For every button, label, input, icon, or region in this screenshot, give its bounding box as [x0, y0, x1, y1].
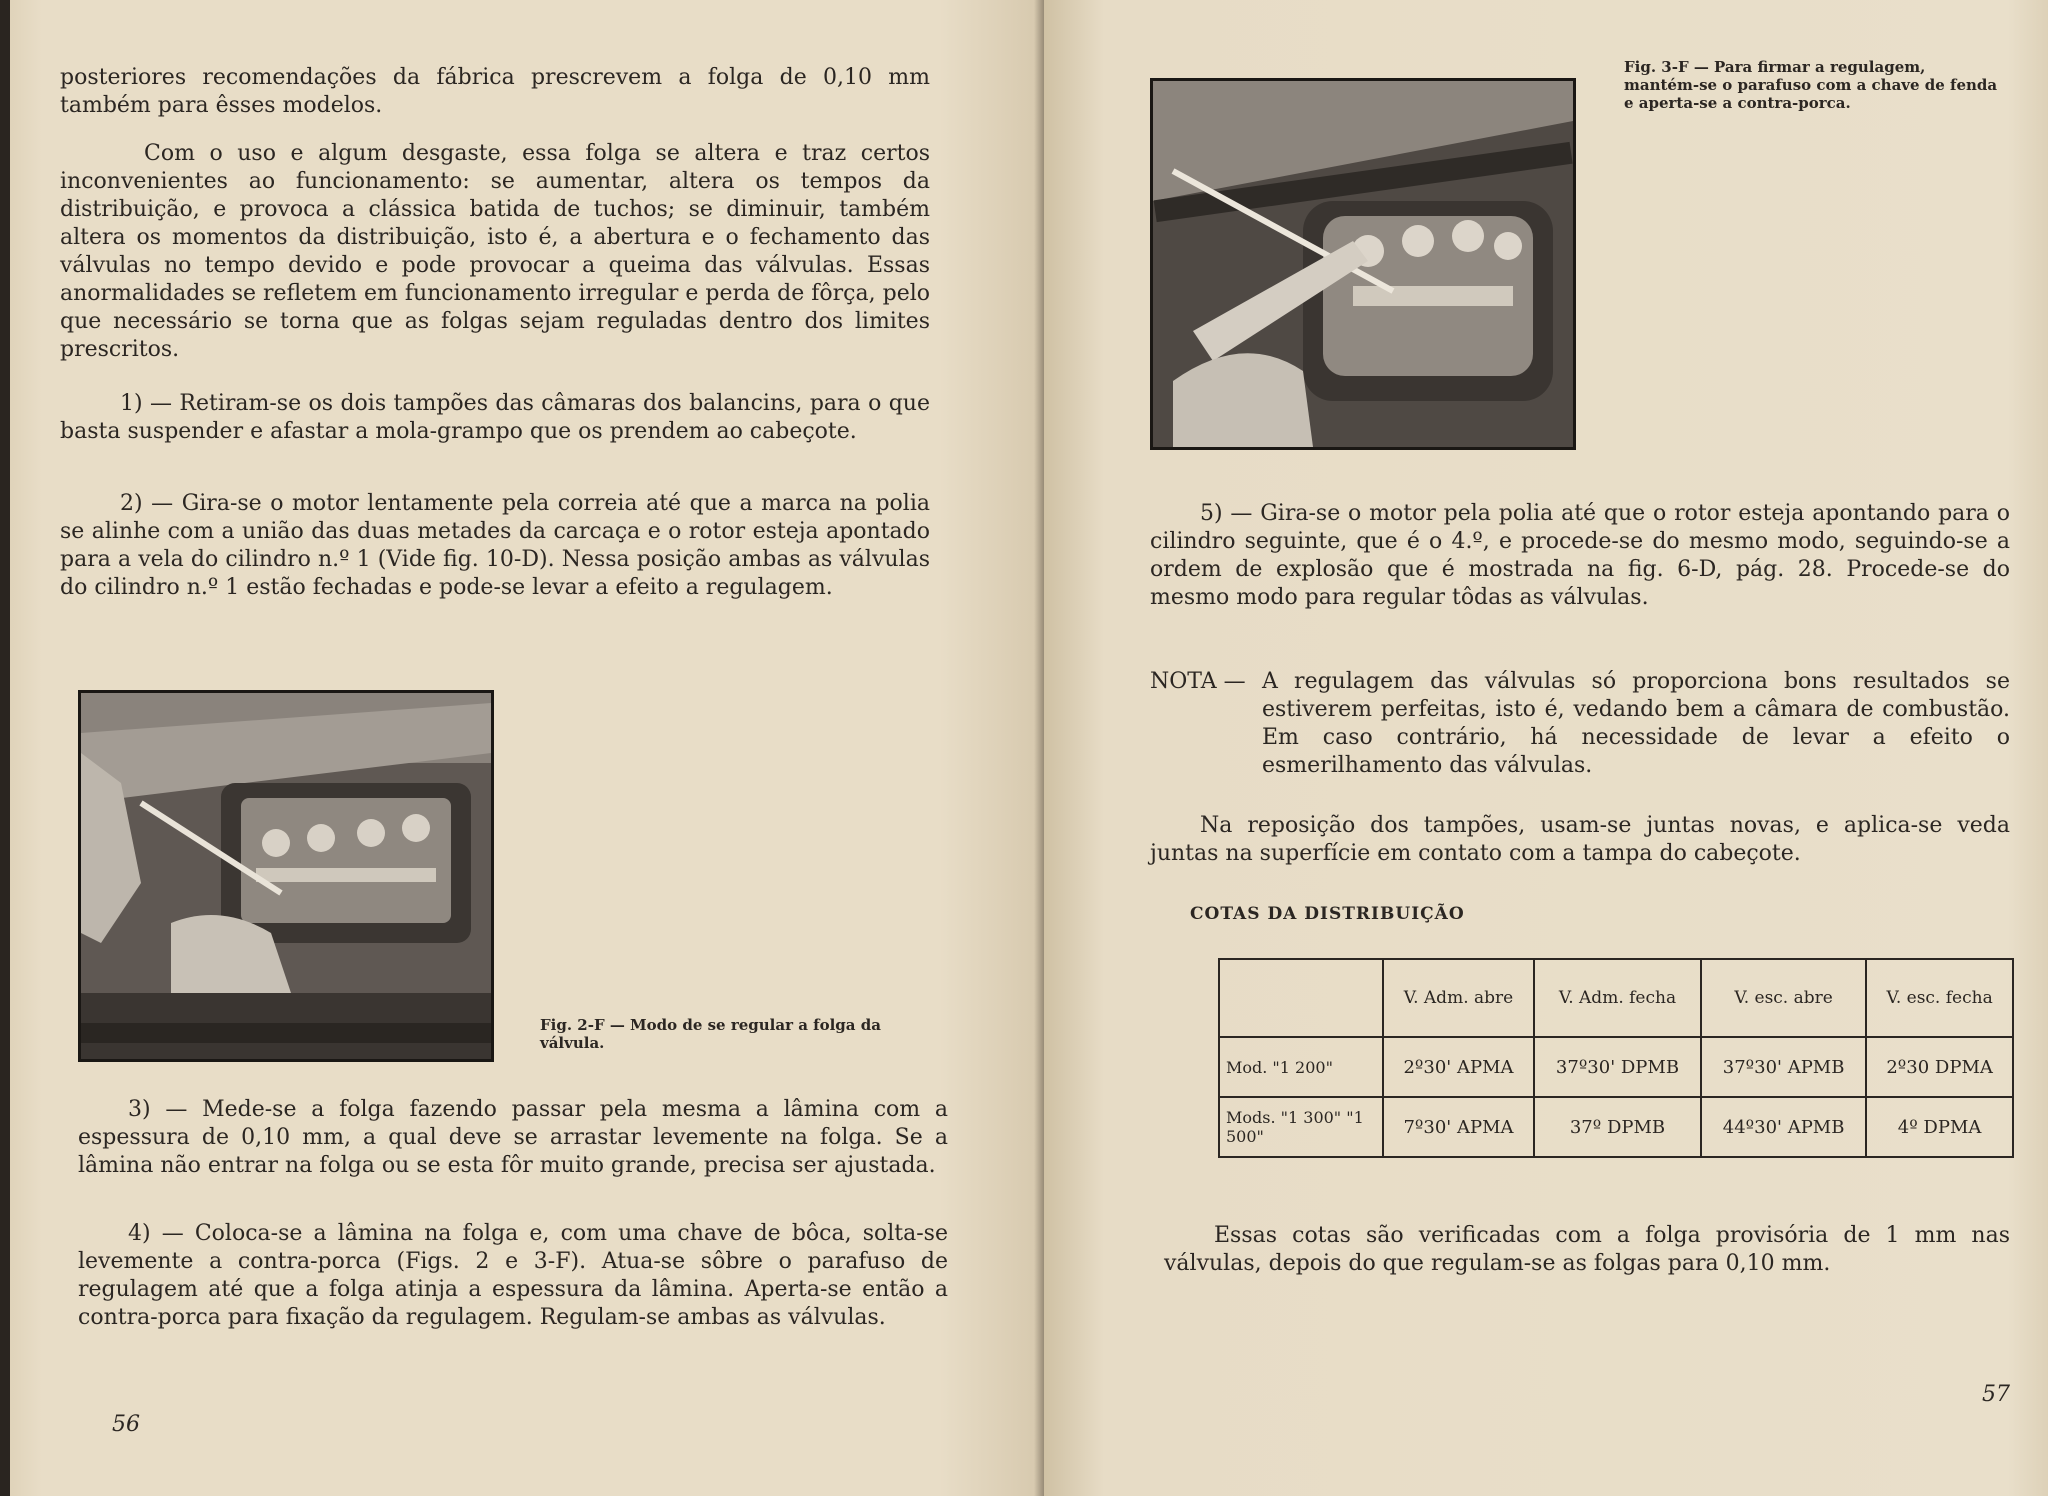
paragraph-step-4: 4) — Coloca-se a lâmina na folga e, com uma chave de bôca, solta-se levemente a contra-porca (Figs. 2 e 3-F). Atua-se sôbre o parafuso de regulagem até que a folga atinja a espessura da lâmina. Aperta-se então a contra-porca para fixação da regulagem. Regulam-se ambas as válvulas. [78, 1221, 948, 1330]
paragraph-step-3: 3) — Mede-se a folga fazendo passar pela mesma a lâmina com a espessura de 0,10 mm, a qual deve se arrastar levemente na folga. Se a lâmina não entrar na folga ou se esta fôr muito grande, precisa ser ajustada. [78, 1097, 948, 1178]
table-header-row [1219, 959, 2013, 1037]
paragraph-wear: Com o uso e algum desgaste, essa folga se altera e traz certos inconvenientes ao funcionamento: se aumentar, altera os tempos da distribuição, e provoca a clássica batida de tuchos; se diminuir, também altera os momentos da distribuição, isto é, a abertura e o fechamento das válvulas no tempo devido e pode provocar a queima das válvulas. Essas anormalidades se refletem em funcionamento irregular e perda de fôrça, pelo que necessário se torna que as folgas sejam reguladas dentro dos limites prescritos. [60, 141, 930, 362]
table-header-cell: V. Adm. fecha [1534, 959, 1701, 1037]
table-cell: 4º DPMA [1866, 1097, 2013, 1157]
figure-3f-caption: Fig. 3-F — Para firmar a regulagem, mantém-se o parafuso com a chave de fenda e aperta-se a contra-porca. [1624, 58, 1998, 112]
table-row-label: Mod. "1 200" [1219, 1037, 1383, 1097]
nota-text: A regulagem das válvulas só proporciona bons resultados se estiverem perfeitas, isto é, vedando bem a câmara de combustão. Em caso contrário, há necessidade de levar a efeito o esmerilhamento das válvulas. [1262, 669, 2010, 778]
paragraph-reposicao: Na reposição dos tampões, usam-se juntas novas, e aplica-se veda juntas na superfície em contato com a tampa do cabeçote. [1150, 813, 2010, 866]
right-page [1044, 0, 2048, 1496]
paragraph-intro: posteriores recomendações da fábrica prescrevem a folga de 0,10 mm também para êsses modelos. [60, 65, 930, 118]
valve-timing-table [1218, 958, 2014, 1158]
table-cell: 2º30' APMA [1383, 1037, 1534, 1097]
page-number-right: 57 [1982, 1382, 2010, 1407]
paragraph-closing: Essas cotas são verificadas com a folga provisória de 1 mm nas válvulas, depois do que regulam-se as folgas para 0,10 mm. [1164, 1223, 2010, 1276]
figure-2f-photo [78, 690, 494, 1062]
paragraph-step-2: 2) — Gira-se o motor lentamente pela correia até que a marca na polia se alinhe com a união das duas metades da carcaça e o rotor esteja apontado para a vela do cilindro n.º 1 (Vide fig. 10-D). Nessa posição ambas as válvulas do cilindro n.º 1 estão fechadas e pode-se levar a efeito a regulagem. [60, 491, 930, 600]
table-row-label: Mods. "1 300" "1 500" [1219, 1097, 1383, 1157]
nota-label: NOTA — [1150, 669, 1246, 694]
table-cell: 37º DPMB [1534, 1097, 1701, 1157]
table-header-cell: V. Adm. abre [1383, 959, 1534, 1037]
book-edge [0, 0, 10, 1496]
paragraph-step-5: 5) — Gira-se o motor pela polia até que o rotor esteja apontando para o cilindro seguinte, que é o 4.º, e procede-se do mesmo modo, seguindo-se a ordem de explosão que é mostrada na fig. 6-D, pág. 28. Procede-se do mesmo modo para regular tôdas as válvulas. [1150, 501, 2010, 610]
paragraph-step-1: 1) — Retiram-se os dois tampões das câmaras dos balancins, para o que basta suspender e afastar a mola-grampo que os prendem ao cabeçote. [60, 391, 930, 444]
table-header-cell [1219, 959, 1383, 1037]
table-cell: 37º30' APMB [1701, 1037, 1866, 1097]
table-row [1219, 1037, 2013, 1097]
page-number-left: 56 [112, 1412, 140, 1437]
table-cell: 37º30' DPMB [1534, 1037, 1701, 1097]
table-header-cell: V. esc. fecha [1866, 959, 2013, 1037]
table-cell: 44º30' APMB [1701, 1097, 1866, 1157]
figure-2f-caption: Fig. 2-F — Modo de se regular a folga da válvula. [540, 1016, 881, 1052]
table-header-cell: V. esc. abre [1701, 959, 1866, 1037]
figure-3f-photo [1150, 78, 1576, 450]
table-row [1219, 1097, 2013, 1157]
table-cell: 7º30' APMA [1383, 1097, 1534, 1157]
table-title: COTAS DA DISTRIBUIÇÃO [1190, 904, 1465, 924]
table-cell: 2º30 DPMA [1866, 1037, 2013, 1097]
